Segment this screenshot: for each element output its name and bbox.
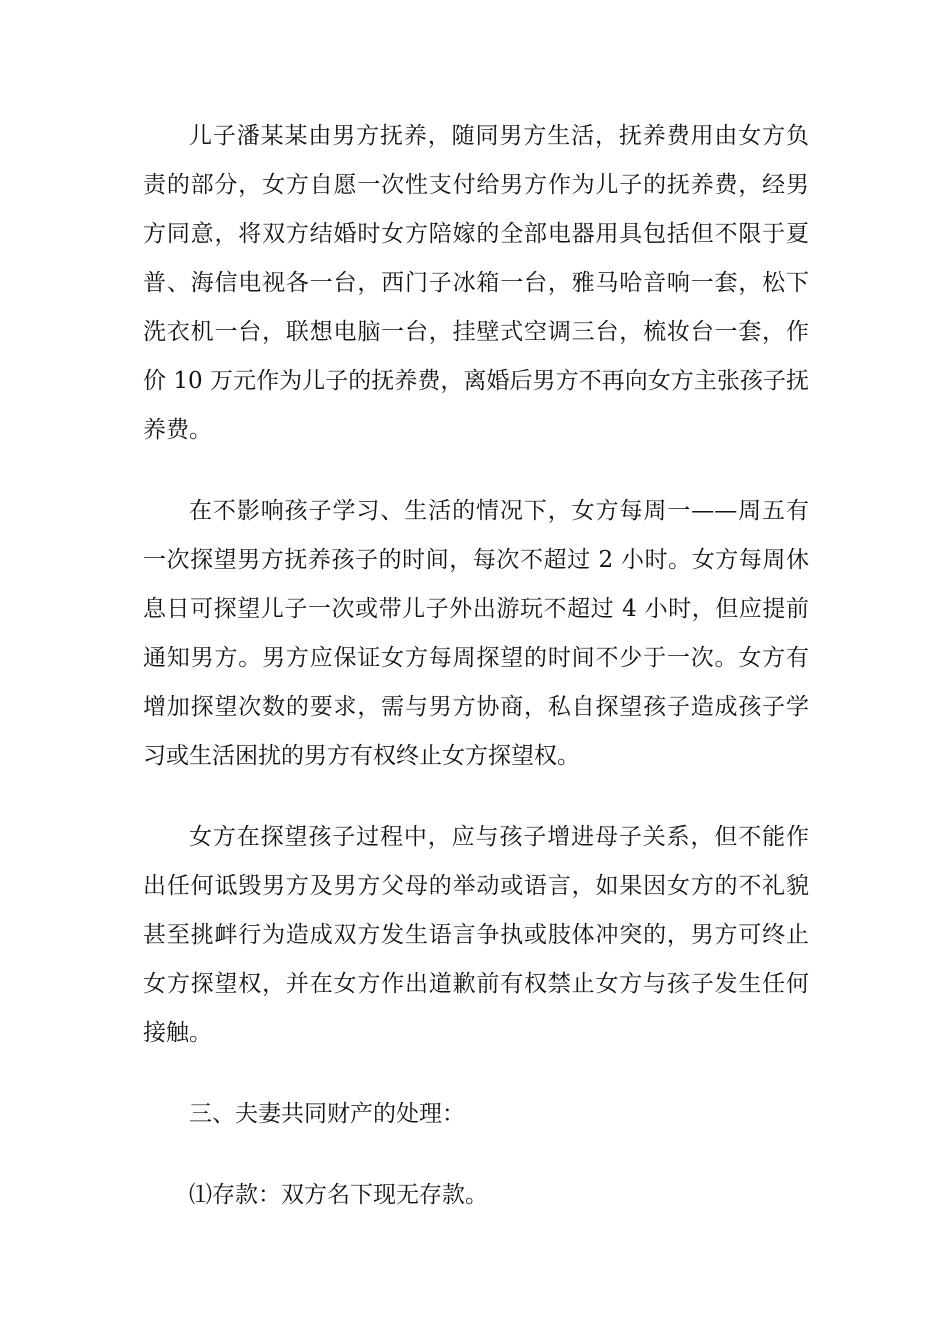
section-heading-joint-property: 三、夫妻共同财产的处理：: [189, 1101, 465, 1127]
document-body: [143, 112, 809, 1252]
paragraph-savings: ⑴存款：双方名下现无存款。: [189, 1182, 488, 1208]
paragraph-child-support: 儿子潘某某由男方抚养，随同男方生活，抚养费用由女方负责的部分，女方自愿一次性支付给男方作为儿子的抚养费，经男方同意，将双方结婚时女方陪嫁的全部电器用具包括但不限于夏普、海信电视各一台，西门子冰箱一台，雅马哈音响一套，松下洗衣机一台，联想电脑一台，挂壁式空调三台，梳妆台一套，作价 10 万元作为儿子的抚养费，离婚后男方不再向女方主张孩子抚养费。: [143, 123, 809, 443]
paragraph-visitation-schedule: 在不影响孩子学习、生活的情况下，女方每周一——周五有一次探望男方抚养孩子的时间，每次不超过 2 小时。女方每周休息日可探望儿子一次或带儿子外出游玩不超过 4 小时，但应提前通知男方。男方应保证女方每周探望的时间不少于一次。女方有增加探望次数的要求，需与男方协商，私自探望孩子造成孩子学习或生活困扰的男方有权终止女方探望权。: [143, 498, 809, 769]
paragraph-visitation-conduct: 女方在探望孩子过程中，应与孩子增进母子关系，但不能作出任何诋毁男方及男方父母的举动或语言，如果因女方的不礼貌甚至挑衅行为造成双方发生语言争执或肢体冲突的，男方可终止女方探望权，并在女方作出道歉前有权禁止女方与孩子发生任何接触。: [143, 824, 809, 1046]
